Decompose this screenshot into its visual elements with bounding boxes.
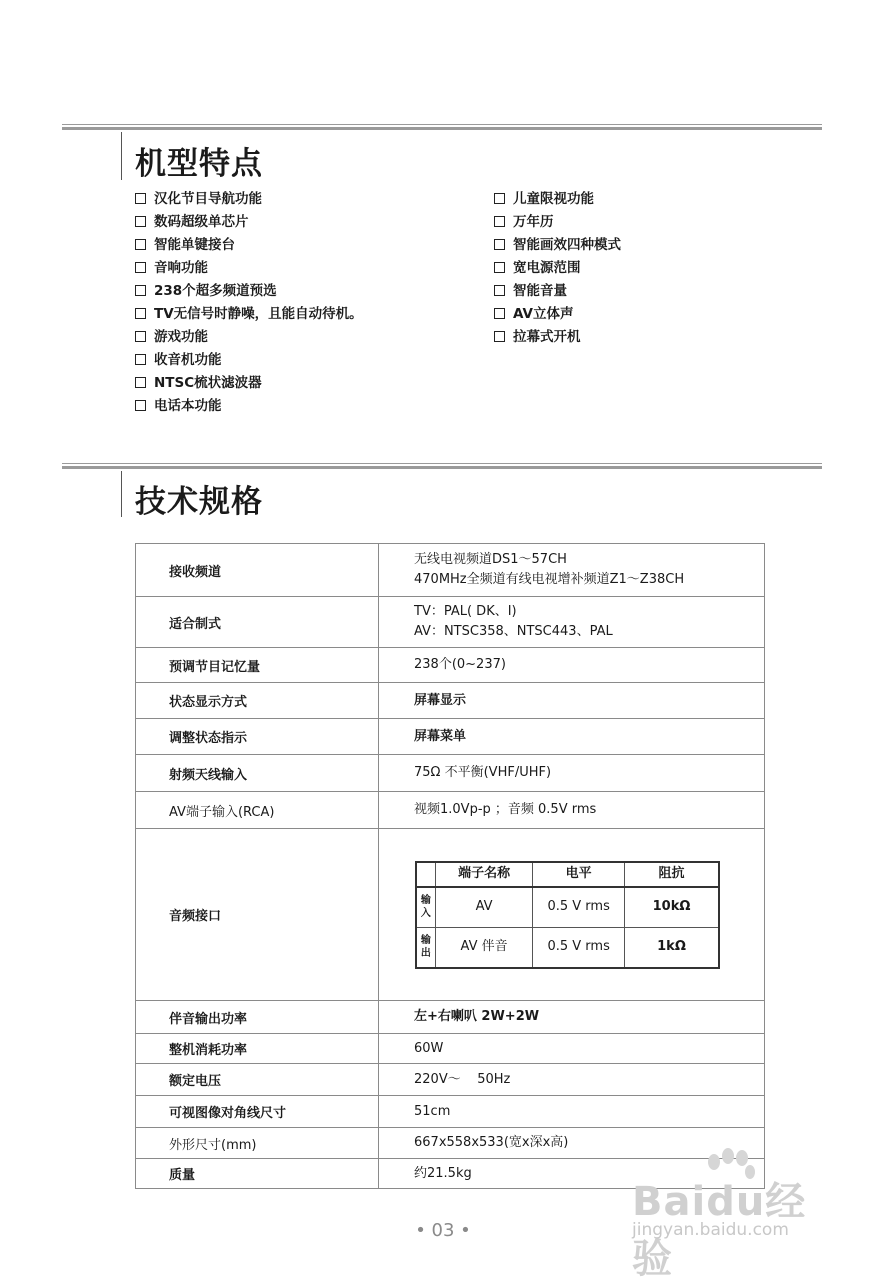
checkbox-icon xyxy=(135,308,146,319)
table-row xyxy=(136,755,765,792)
table-cell: AV 伴音 xyxy=(435,927,532,968)
checkbox-icon xyxy=(494,308,505,319)
table-row xyxy=(136,597,765,648)
watermark-brand: Baidu经验 xyxy=(632,1179,807,1282)
section-rule-thick xyxy=(62,466,822,469)
table-row xyxy=(136,683,765,719)
spec-table xyxy=(135,543,765,1189)
list-item: 万年历 xyxy=(494,211,621,234)
list-item: AV立体声 xyxy=(494,303,621,326)
list-item: 智能画效四种模式 xyxy=(494,234,621,257)
spec-value xyxy=(379,829,765,1001)
checkbox-icon xyxy=(135,193,146,204)
spec-label: 适合制式 xyxy=(136,597,379,648)
list-item: 汉化节目导航功能 xyxy=(135,188,363,211)
row-label-output: 输 出 xyxy=(416,927,435,968)
list-item: 音响功能 xyxy=(135,257,363,280)
checkbox-icon xyxy=(494,239,505,250)
title-bar xyxy=(121,132,122,180)
checkbox-icon xyxy=(494,216,505,227)
title-bar xyxy=(121,471,122,517)
table-cell: AV xyxy=(435,887,532,928)
table-row xyxy=(136,1096,765,1128)
table-row xyxy=(136,719,765,755)
features-title: 机型特点 xyxy=(135,146,263,182)
list-item: 拉幕式开机 xyxy=(494,326,621,349)
spec-value: 75Ω 不平衡(VHF/UHF) xyxy=(379,755,765,792)
list-item: 智能音量 xyxy=(494,280,621,303)
list-item: TV无信号时静噪，且能自动待机。 xyxy=(135,303,363,326)
spec-value: 屏幕菜单 xyxy=(379,719,765,755)
checkbox-icon xyxy=(135,239,146,250)
spec-label: 外形尺寸(mm) xyxy=(136,1128,379,1159)
spec-label: 质量 xyxy=(136,1159,379,1189)
spec-label: 状态显示方式 xyxy=(136,683,379,719)
audio-interface-table xyxy=(415,861,720,969)
checkbox-icon xyxy=(494,193,505,204)
table-cell: 0.5 V rms xyxy=(533,887,625,928)
list-item: 游戏功能 xyxy=(135,326,363,349)
spec-value: 51cm xyxy=(379,1096,765,1128)
table-row xyxy=(416,927,719,968)
table-row xyxy=(136,648,765,683)
spec-label: 额定电压 xyxy=(136,1064,379,1096)
spec-value: 约21.5kg xyxy=(379,1159,765,1189)
list-item: 238个超多频道预选 xyxy=(135,280,363,303)
spec-value: TV：PAL( DK、I) AV：NTSC358、NTSC443、PAL xyxy=(379,597,765,648)
table-header: 电平 xyxy=(533,862,625,887)
list-item: 宽电源范围 xyxy=(494,257,621,280)
baidu-watermark xyxy=(632,1148,842,1282)
list-item: NTSC梳状滤波器 xyxy=(135,372,363,395)
table-cell: 10kΩ xyxy=(625,887,719,928)
specs-title: 技术规格 xyxy=(135,484,263,520)
spec-label: AV端子输入(RCA) xyxy=(136,792,379,829)
spec-value: 屏幕显示 xyxy=(379,683,765,719)
spec-value: 60W xyxy=(379,1034,765,1064)
table-row xyxy=(416,862,719,887)
checkbox-icon xyxy=(135,331,146,342)
spec-value: 无线电视频道DS1～57CH 470MHz全频道有线电视增补频道Z1～Z38CH xyxy=(379,544,765,597)
spec-label: 伴音输出功率 xyxy=(136,1001,379,1034)
checkbox-icon xyxy=(135,216,146,227)
checkbox-icon xyxy=(494,262,505,273)
spec-label: 调整状态指示 xyxy=(136,719,379,755)
list-item: 数码超级单芯片 xyxy=(135,211,363,234)
table-header: 阻抗 xyxy=(625,862,719,887)
list-item: 收音机功能 xyxy=(135,349,363,372)
spec-value: 238个(0~237) xyxy=(379,648,765,683)
watermark-url: jingyan.baidu.com xyxy=(632,1220,789,1240)
table-row xyxy=(136,792,765,829)
checkbox-icon xyxy=(135,400,146,411)
section-rule-top xyxy=(62,124,822,125)
table-row xyxy=(136,544,765,597)
checkbox-icon xyxy=(135,285,146,296)
spec-value: 220V～ 50Hz xyxy=(379,1064,765,1096)
table-row xyxy=(136,1001,765,1034)
page-number: • 03 • xyxy=(415,1220,471,1241)
spec-value: 视频1.0Vp-p ；音频 0.5V rms xyxy=(379,792,765,829)
checkbox-icon xyxy=(494,285,505,296)
spec-label: 整机消耗功率 xyxy=(136,1034,379,1064)
table-row xyxy=(136,829,765,1001)
section-rule-top xyxy=(62,463,822,464)
features-right-list xyxy=(494,188,621,349)
row-label-input: 输 入 xyxy=(416,887,435,928)
checkbox-icon xyxy=(494,331,505,342)
checkbox-icon xyxy=(135,354,146,365)
checkbox-icon xyxy=(135,377,146,388)
checkbox-icon xyxy=(135,262,146,273)
spec-value: 左+右喇叭 2W+2W xyxy=(379,1001,765,1034)
list-item: 电话本功能 xyxy=(135,395,363,418)
features-left-list xyxy=(135,188,363,418)
spec-label: 射频天线输入 xyxy=(136,755,379,792)
table-row xyxy=(136,1064,765,1096)
table-row xyxy=(416,887,719,928)
spec-label: 预调节目记忆量 xyxy=(136,648,379,683)
section-rule-thick xyxy=(62,127,822,130)
list-item: 智能单键接台 xyxy=(135,234,363,257)
spec-label: 音频接口 xyxy=(136,829,379,1001)
table-row xyxy=(136,1034,765,1064)
list-item: 儿童限视功能 xyxy=(494,188,621,211)
table-cell: 1kΩ xyxy=(625,927,719,968)
table-cell: 0.5 V rms xyxy=(533,927,625,968)
spec-label: 可视图像对角线尺寸 xyxy=(136,1096,379,1128)
spec-label: 接收频道 xyxy=(136,544,379,597)
table-header: 端子名称 xyxy=(435,862,532,887)
spec-value: 667x558x533(宽x深x高) xyxy=(379,1128,765,1159)
